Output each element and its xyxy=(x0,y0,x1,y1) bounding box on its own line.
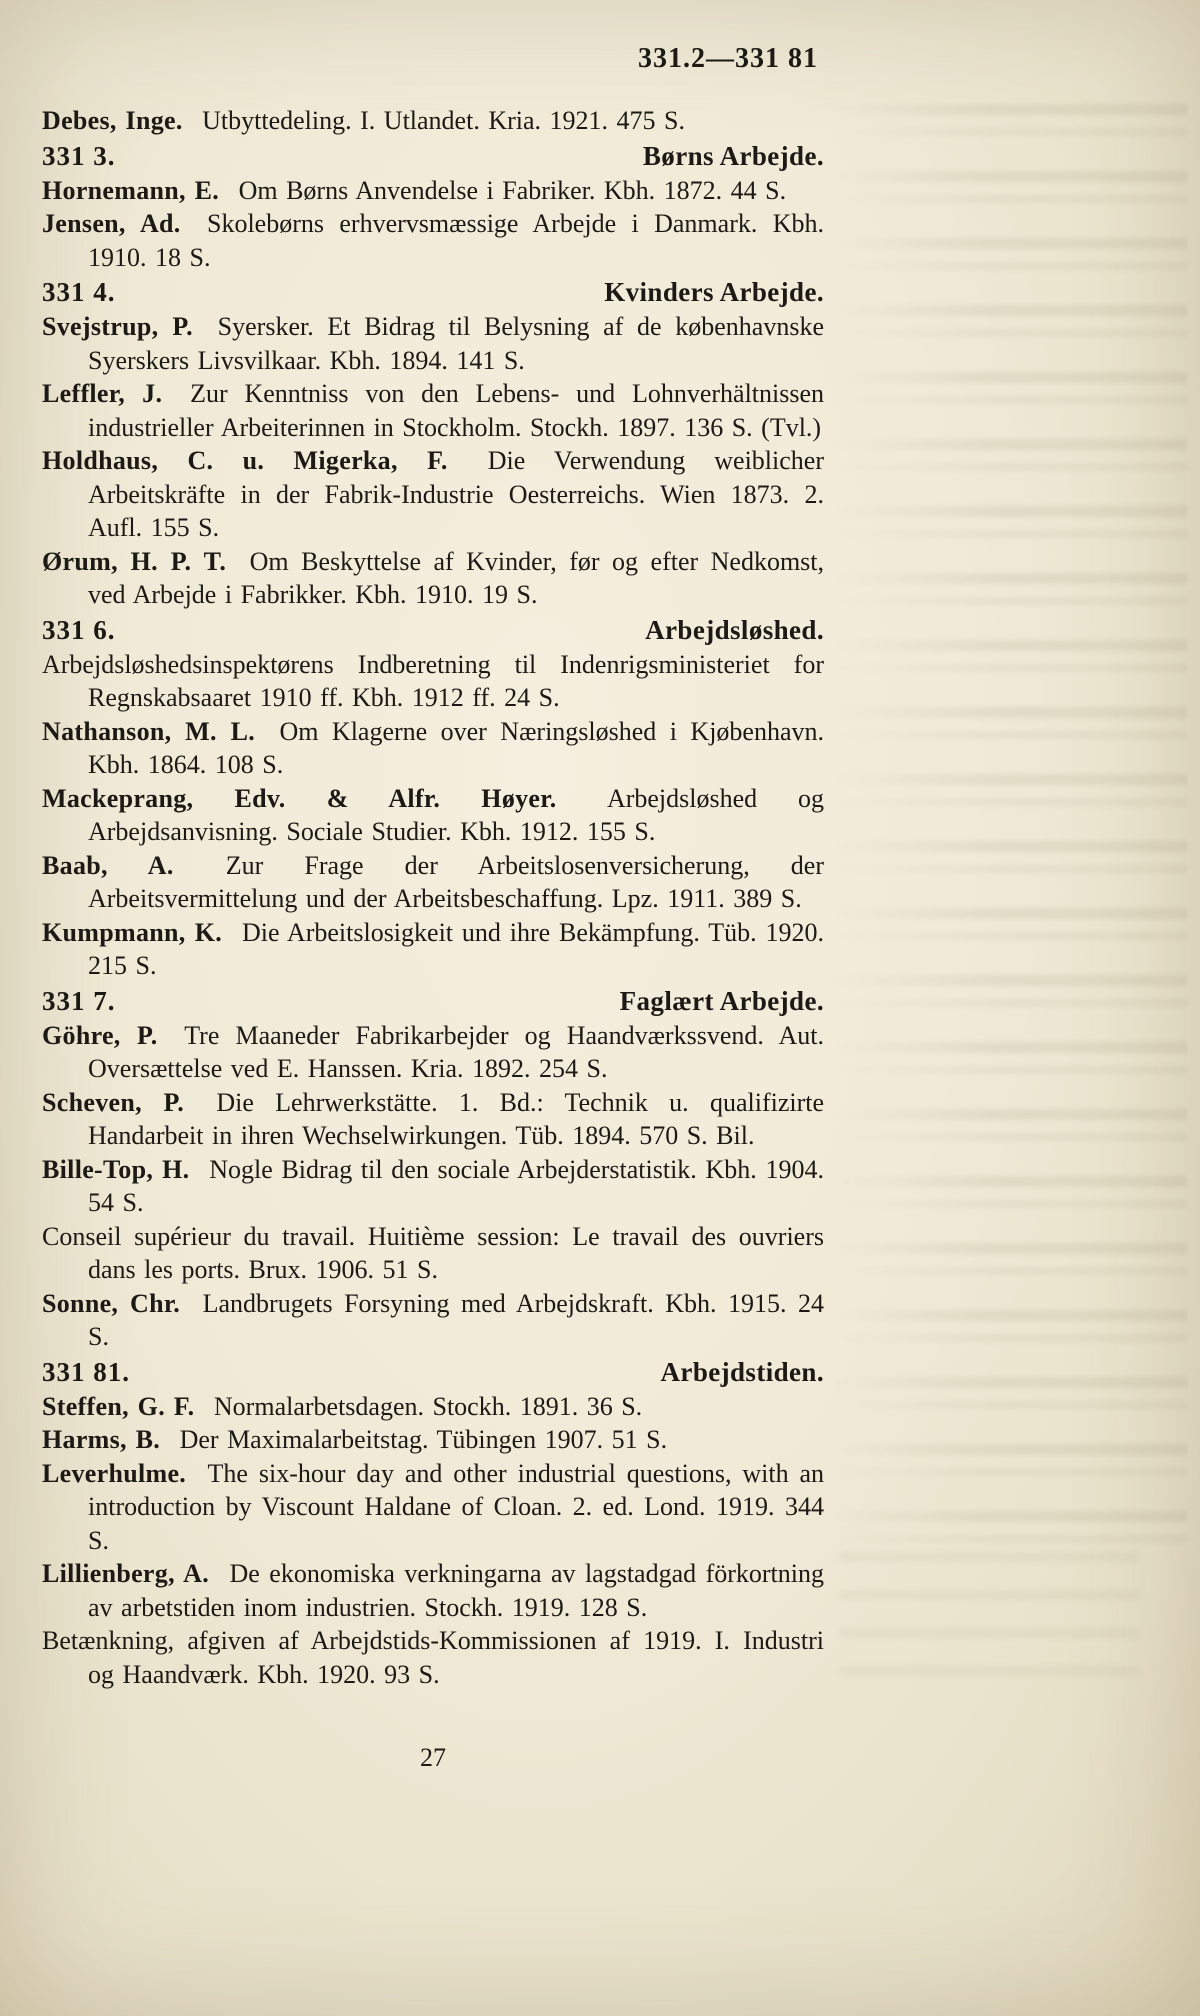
entry-author: Steffen, G. F. xyxy=(42,1391,195,1421)
reverse-page-bleedthrough-lower xyxy=(840,1540,1140,1680)
bibliography-entry xyxy=(42,444,824,545)
entry-text: Betænkning, afgiven af Arbejdstids-Kommissionen af 1919. I. Industri og Haandværk. Kbh. 1920. 93 S. xyxy=(42,1626,824,1689)
bibliography-entry xyxy=(42,916,824,983)
bibliography-entry xyxy=(42,1557,824,1624)
section-title: Kvinders Arbejde. xyxy=(604,277,824,307)
entry-text: Die Arbeitslosigkeit und ihre Bekämpfung. Tüb. 1920. 215 S. xyxy=(88,917,824,980)
bibliography-entry xyxy=(42,1153,824,1220)
section-heading xyxy=(42,1355,824,1389)
entry-text: Landbrugets Forsyning med Arbejdskraft. Kbh. 1915. 24 S. xyxy=(88,1288,824,1351)
section-heading xyxy=(42,984,824,1018)
bibliography-entry xyxy=(42,377,824,444)
entry-author: Lillienberg, A. xyxy=(42,1559,210,1588)
section-heading xyxy=(42,139,824,173)
section-heading xyxy=(42,613,824,647)
reverse-page-bleedthrough xyxy=(828,95,1188,1575)
entry-text: The six-hour day and other industrial questions, with an introduction by Viscount Haldane of Cloan. 2. ed. Lond. 1919. 344 S. xyxy=(88,1458,825,1555)
bibliography-entry xyxy=(42,174,824,208)
entry-author: Holdhaus, C. u. Migerka, F. xyxy=(42,446,448,475)
bibliography-entry xyxy=(42,1287,824,1354)
section-number: 331 81. xyxy=(42,1356,130,1387)
bibliography-entry xyxy=(42,1019,824,1086)
entry-author: Hornemann, E. xyxy=(42,175,220,205)
section-number: 331 6. xyxy=(42,614,116,645)
section-title: Arbejdstiden. xyxy=(660,1356,824,1387)
section-number: 331 4. xyxy=(42,277,116,307)
entry-text: Syersker. Et Bidrag til Belysning af de københavnske Syerskers Livsvilkaar. Kbh. 1894. 141 S. xyxy=(88,312,824,375)
entry-text: Om Beskyttelse af Kvinder, før og efter Nedkomst, ved Arbejde i Fabrikker. Kbh. 1910. 19 S. xyxy=(88,546,825,609)
entry-author: Sonne, Chr. xyxy=(42,1288,181,1318)
entry-author: Svejstrup, P. xyxy=(42,312,193,341)
bibliography-entry xyxy=(42,1390,824,1424)
entry-author: Ørum, H. P. T. xyxy=(42,546,227,576)
entry-author: Kumpmann, K. xyxy=(42,917,223,947)
bibliography-entry xyxy=(42,310,824,377)
entry-text: Arbejdsløshed og Arbejdsanvisning. Sociale Studier. Kbh. 1912. 155 S. xyxy=(88,783,824,846)
entry-author: Baab, A. xyxy=(42,850,174,880)
bibliography-entry xyxy=(42,207,824,274)
entry-text: De ekonomiska verkningarna av lagstadgad förkortning av arbetstiden inom industrien. Stockh. 1919. 128 S. xyxy=(88,1559,824,1622)
section-title: Børns Arbejde. xyxy=(642,140,824,171)
bibliography-entry xyxy=(42,1086,824,1153)
text-block xyxy=(42,44,824,1773)
entry-author: Harms, B. xyxy=(42,1425,161,1454)
bibliography-entry xyxy=(42,1220,824,1287)
bibliography-entry xyxy=(42,1423,824,1457)
entry-author: Scheven, P. xyxy=(42,1087,185,1117)
entry-text: Om Klagerne over Næringsløshed i Kjøbenhavn. Kbh. 1864. 108 S. xyxy=(88,716,824,779)
entry-text: Zur Frage der Arbeitslosenversicherung, der Arbeitsvermittelung und der Arbeitsbeschaffung. Lpz. 1911. 389 S. xyxy=(88,850,824,913)
entry-text: Conseil supérieur du travail. Huitième session: Le travail des ouvriers dans les ports. Brux. 1906. 51 S. xyxy=(42,1221,824,1284)
entry-text: Skolebørns erhvervsmæssige Arbejde i Danmark. Kbh. 1910. 18 S. xyxy=(88,209,825,272)
section-title: Arbejdsløshed. xyxy=(645,614,824,645)
entry-text: Die Lehrwerkstätte. 1. Bd.: Technik u. qualifizirte Handarbeit in ihren Wechselwirkungen. Tüb. 1894. 570 S. Bil. xyxy=(88,1087,825,1150)
bibliography-entry xyxy=(42,104,824,138)
entry-text: Der Maximalarbeitstag. Tübingen 1907. 51 S. xyxy=(179,1425,668,1454)
entry-text: Zur Kenntniss von den Lebens- und Lohnverhältnissen industrieller Arbeiterinnen in Stockholm. Stockh. 1897. 136 S. (Tvl.) xyxy=(88,379,825,442)
entry-author: Leffler, J. xyxy=(42,379,163,408)
section-number: 331 7. xyxy=(42,985,116,1016)
bibliography-entry xyxy=(42,545,824,612)
section-title: Faglært Arbejde. xyxy=(619,985,824,1016)
bibliography-entry xyxy=(42,715,824,782)
page-number: 27 xyxy=(420,1743,446,1772)
bibliography-entry xyxy=(42,1457,824,1558)
entry-author: Leverhulme. xyxy=(42,1458,187,1488)
entry-text: Die Verwendung weiblicher Arbeitskräfte in der Fabrik-Industrie Oesterreichs. Wien 1873. 2. Aufl. 155 S. xyxy=(88,446,824,542)
bibliography-list xyxy=(42,104,824,1691)
bibliography-entry xyxy=(42,849,824,916)
entry-author: Bille-Top, H. xyxy=(42,1154,190,1184)
bibliography-entry xyxy=(42,648,824,715)
entry-text: Normalarbetsdagen. Stockh. 1891. 36 S. xyxy=(213,1391,643,1421)
entry-author: Jensen, Ad. xyxy=(42,209,181,238)
running-head-classification-range: 331.2—331 81 xyxy=(638,43,818,74)
entry-text: Tre Maaneder Fabrikarbejder og Haandværkssvend. Aut. Oversættelse ved E. Hanssen. Kria. 1892. 254 S. xyxy=(88,1020,825,1083)
entry-text: Arbejdsløshedsinspektørens Indberetning til Indenrigsministeriet for Regnskabsaaret 1910 ff. Kbh. 1912 ff. 24 S. xyxy=(42,649,824,712)
entry-author: Göhre, P. xyxy=(42,1020,158,1050)
section-number: 331 3. xyxy=(42,140,116,171)
bibliography-entry xyxy=(42,1624,824,1691)
section-heading xyxy=(42,275,824,309)
bibliography-entry xyxy=(42,782,824,849)
entry-text: Nogle Bidrag til den sociale Arbejderstatistik. Kbh. 1904. 54 S. xyxy=(88,1154,825,1217)
entry-text: Om Børns Anvendelse i Fabriker. Kbh. 1872. 44 S. xyxy=(238,175,787,205)
entry-author: Nathanson, M. L. xyxy=(42,716,256,746)
entry-author: Debes, Inge. xyxy=(42,106,183,135)
entry-author: Mackeprang, Edv. & Alfr. Høyer. xyxy=(42,783,557,813)
entry-text: Utbyttedeling. I. Utlandet. Kria. 1921. 475 S. xyxy=(202,106,685,135)
